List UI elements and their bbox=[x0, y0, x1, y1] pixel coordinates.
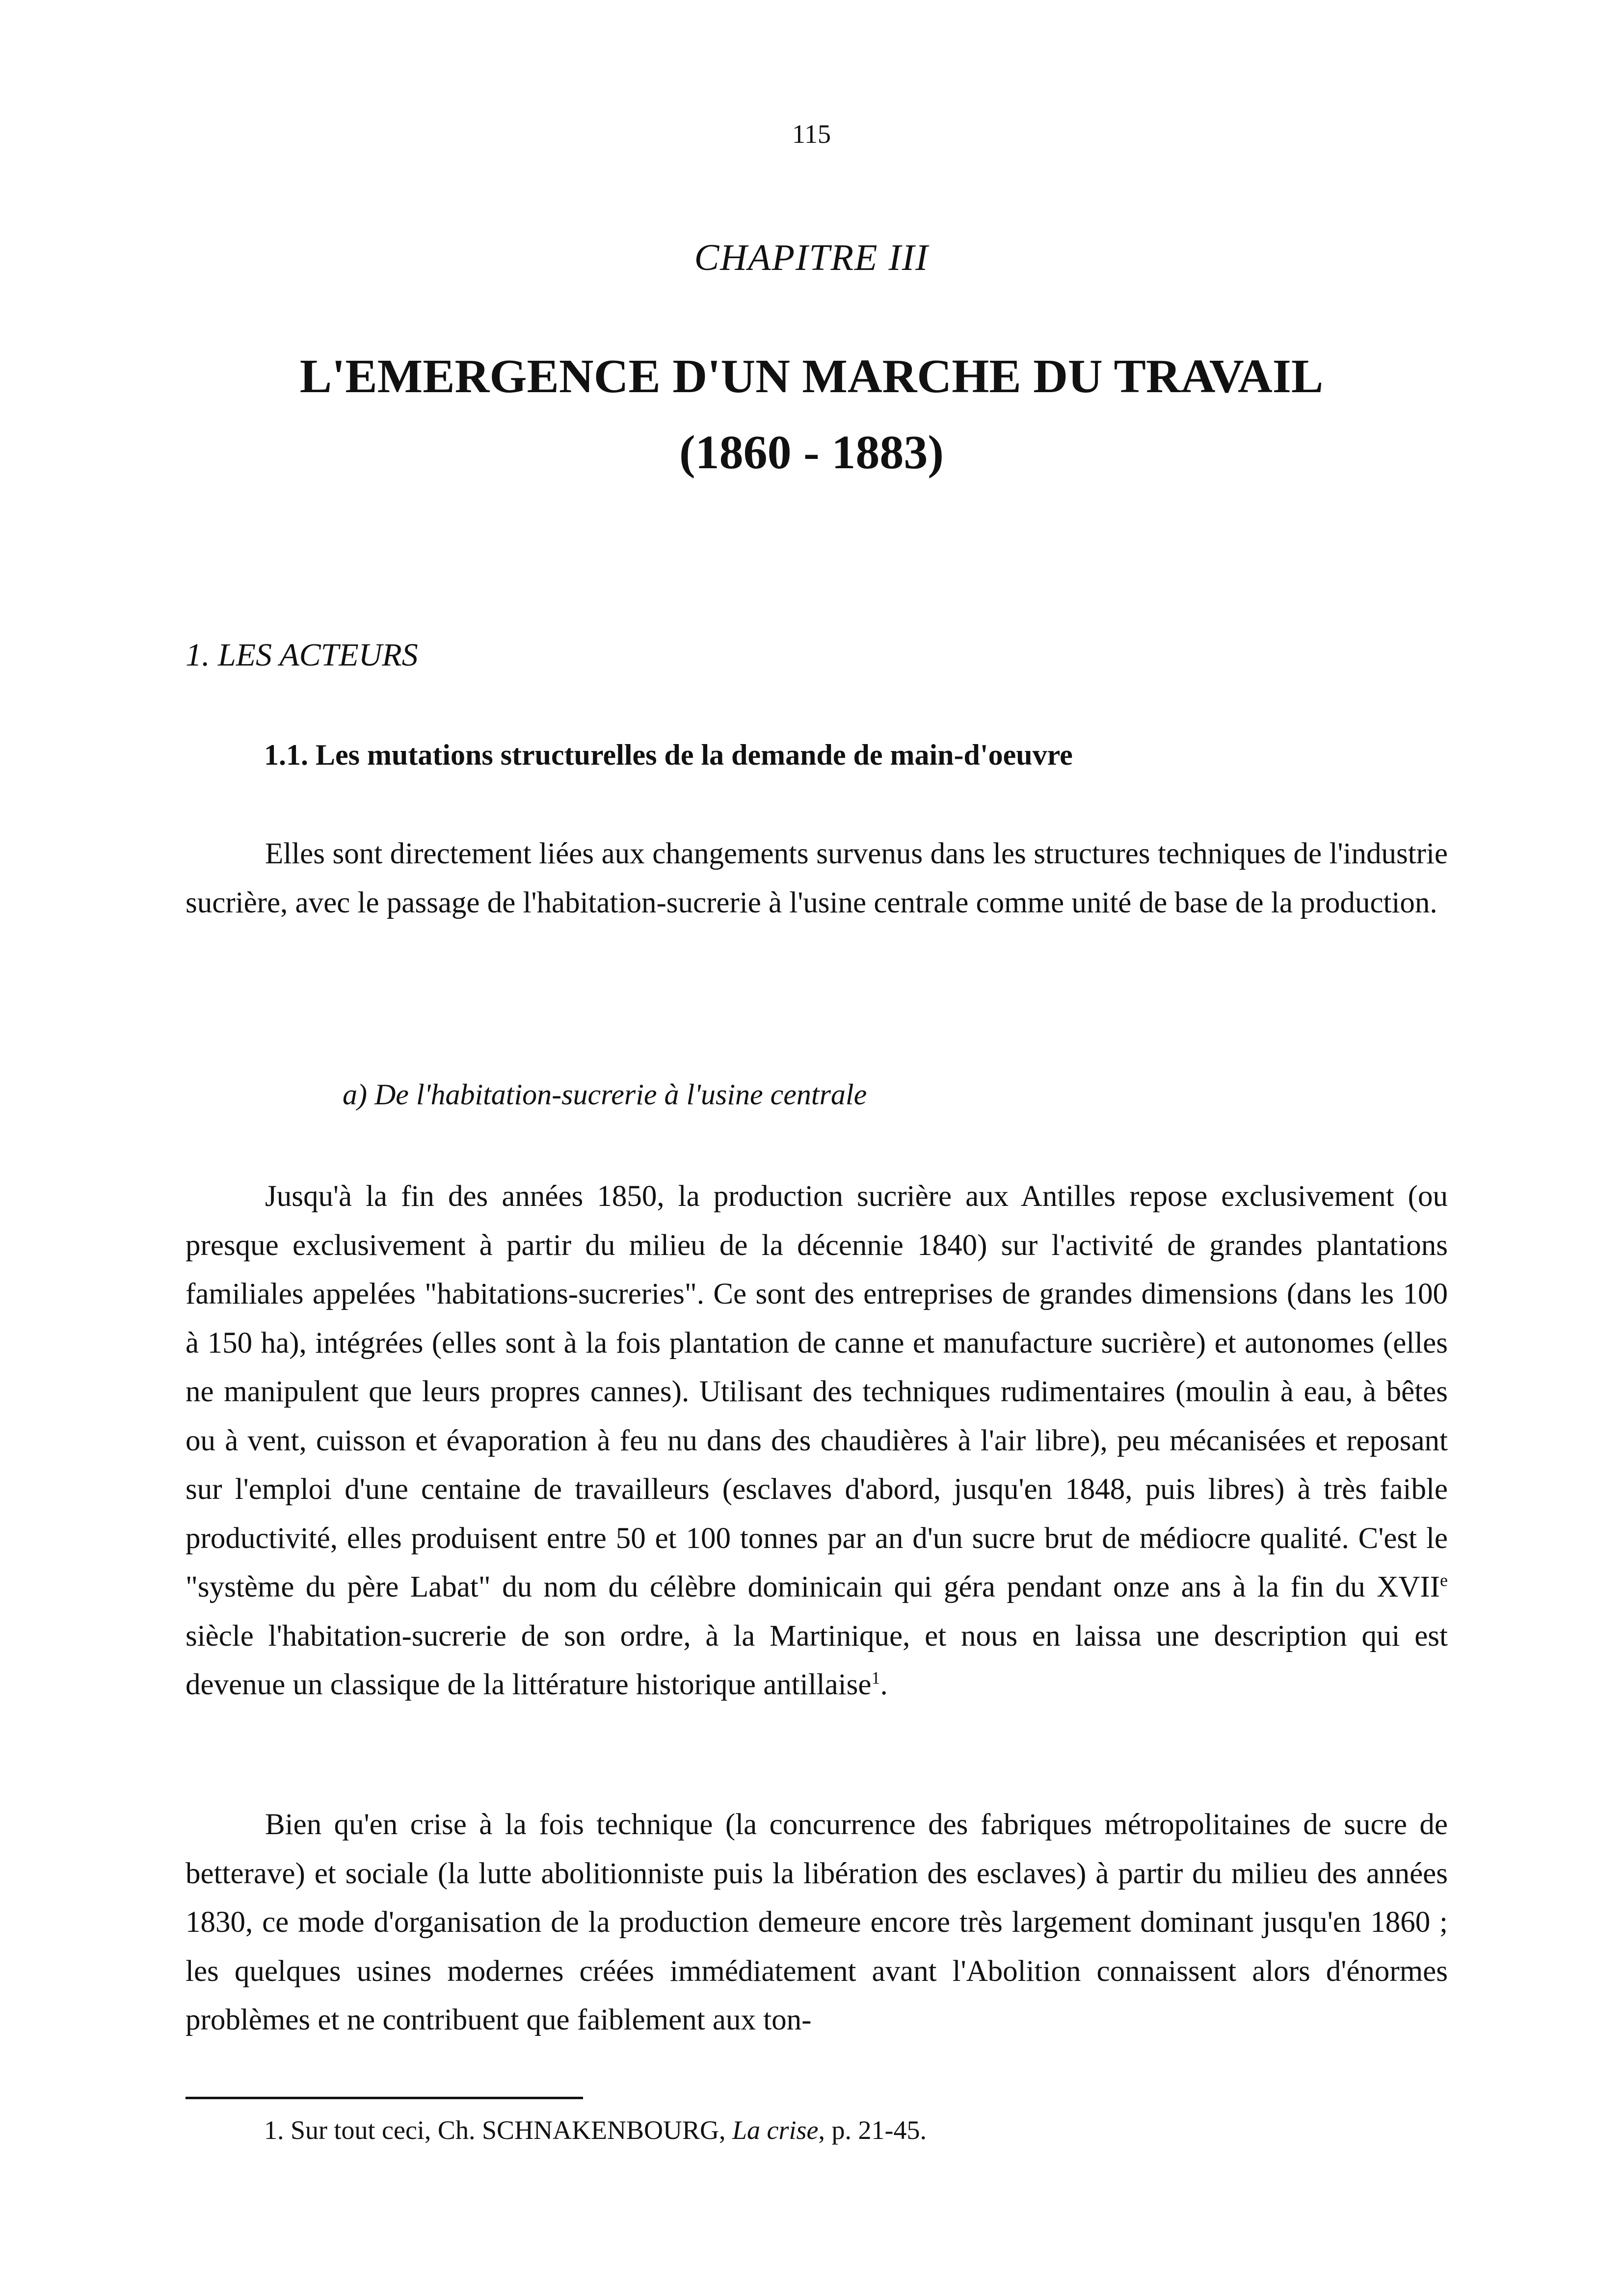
footnote-text-1: 1. Sur tout ceci, Ch. SCHNAKENBOURG, bbox=[264, 2115, 732, 2145]
century-superscript: e bbox=[1440, 1570, 1448, 1590]
paragraph-2-text-1: Jusqu'à la fin des années 1850, la production sucrière aux Antilles repose exclusivement (ou presque exclusivement à partir du milieu de la décennie 1840) sur l'activité de grandes plantations familiales appelées "habitations-sucreries". Ce sont des entreprises de grandes dimensions (dans les 100 à 150 ha), intégrées (elles sont à la fois plantation de canne et manufacture sucrière) et autonomes (elles ne manipulent que leurs propres cannes). Utilisant des techniques rudimentaires (moulin à eau, à bêtes ou à vent, cuisson et évaporation à feu nu dans des chaudières à l'air libre), peu mécanisées et reposant sur l'emploi d'une centaine de travailleurs (esclaves d'abord, jusqu'en 1848, puis libres) à très faible productivité, elles produisent entre 50 et 100 tonnes par an d'un sucre brut de médiocre qualité. C'est le "système du père Labat" du nom du célèbre dominicain qui géra pendant onze ans à la fin du XVII bbox=[186, 1180, 1448, 1603]
chapter-title-line-1: L'EMERGENCE D'UN MARCHE DU TRAVAIL bbox=[299, 350, 1324, 403]
paragraph-2 bbox=[186, 1172, 1448, 1709]
footnote-reference: 1 bbox=[871, 1668, 880, 1688]
footnote-text-2: , p. 21-45. bbox=[818, 2115, 927, 2145]
page-number: 115 bbox=[792, 119, 831, 149]
footnote-separator bbox=[186, 2097, 583, 2099]
chapter-label: CHAPITRE III bbox=[694, 237, 929, 278]
footnote bbox=[264, 2110, 927, 2150]
section-heading: 1. LES ACTEURS bbox=[186, 637, 418, 673]
paragraph-3: Bien qu'en crise à la fois technique (la concurrence des fabriques métropolitaines de sucre de betterave) et sociale (la lutte abolitionniste puis la libération des esclaves) à partir du milieu des années 1830, ce mode d'organisation de la production demeure encore très largement dominant jusqu'en 1860 ; les quelques usines modernes créées immédiatement avant l'Abolition connaissent alors d'énormes problèmes et ne contribuent que faiblement aux ton- bbox=[186, 1808, 1448, 2036]
paragraph-2-text-3: . bbox=[880, 1668, 888, 1701]
paragraph-1: Elles sont directement liées aux changements survenus dans les structures techniques de l'industrie sucrière, avec le passage de l'habitation-sucrerie à l'usine centrale comme unité de base de la production. bbox=[186, 837, 1448, 919]
subsubsection-heading: a) De l'habitation-sucrerie à l'usine centrale bbox=[343, 1078, 867, 1111]
paragraph-2-text-2: siècle l'habitation-sucrerie de son ordre, à la Martinique, et nous en laissa une description qui est devenue un classique de la littérature historique antillaise bbox=[186, 1619, 1448, 1701]
chapter-title-line-2: (1860 - 1883) bbox=[679, 426, 944, 479]
chapter-title bbox=[0, 339, 1623, 491]
subsection-heading: 1.1. Les mutations structurelles de la demande de main-d'oeuvre bbox=[264, 739, 1073, 771]
footnote-cited-title: La crise bbox=[732, 2115, 819, 2145]
